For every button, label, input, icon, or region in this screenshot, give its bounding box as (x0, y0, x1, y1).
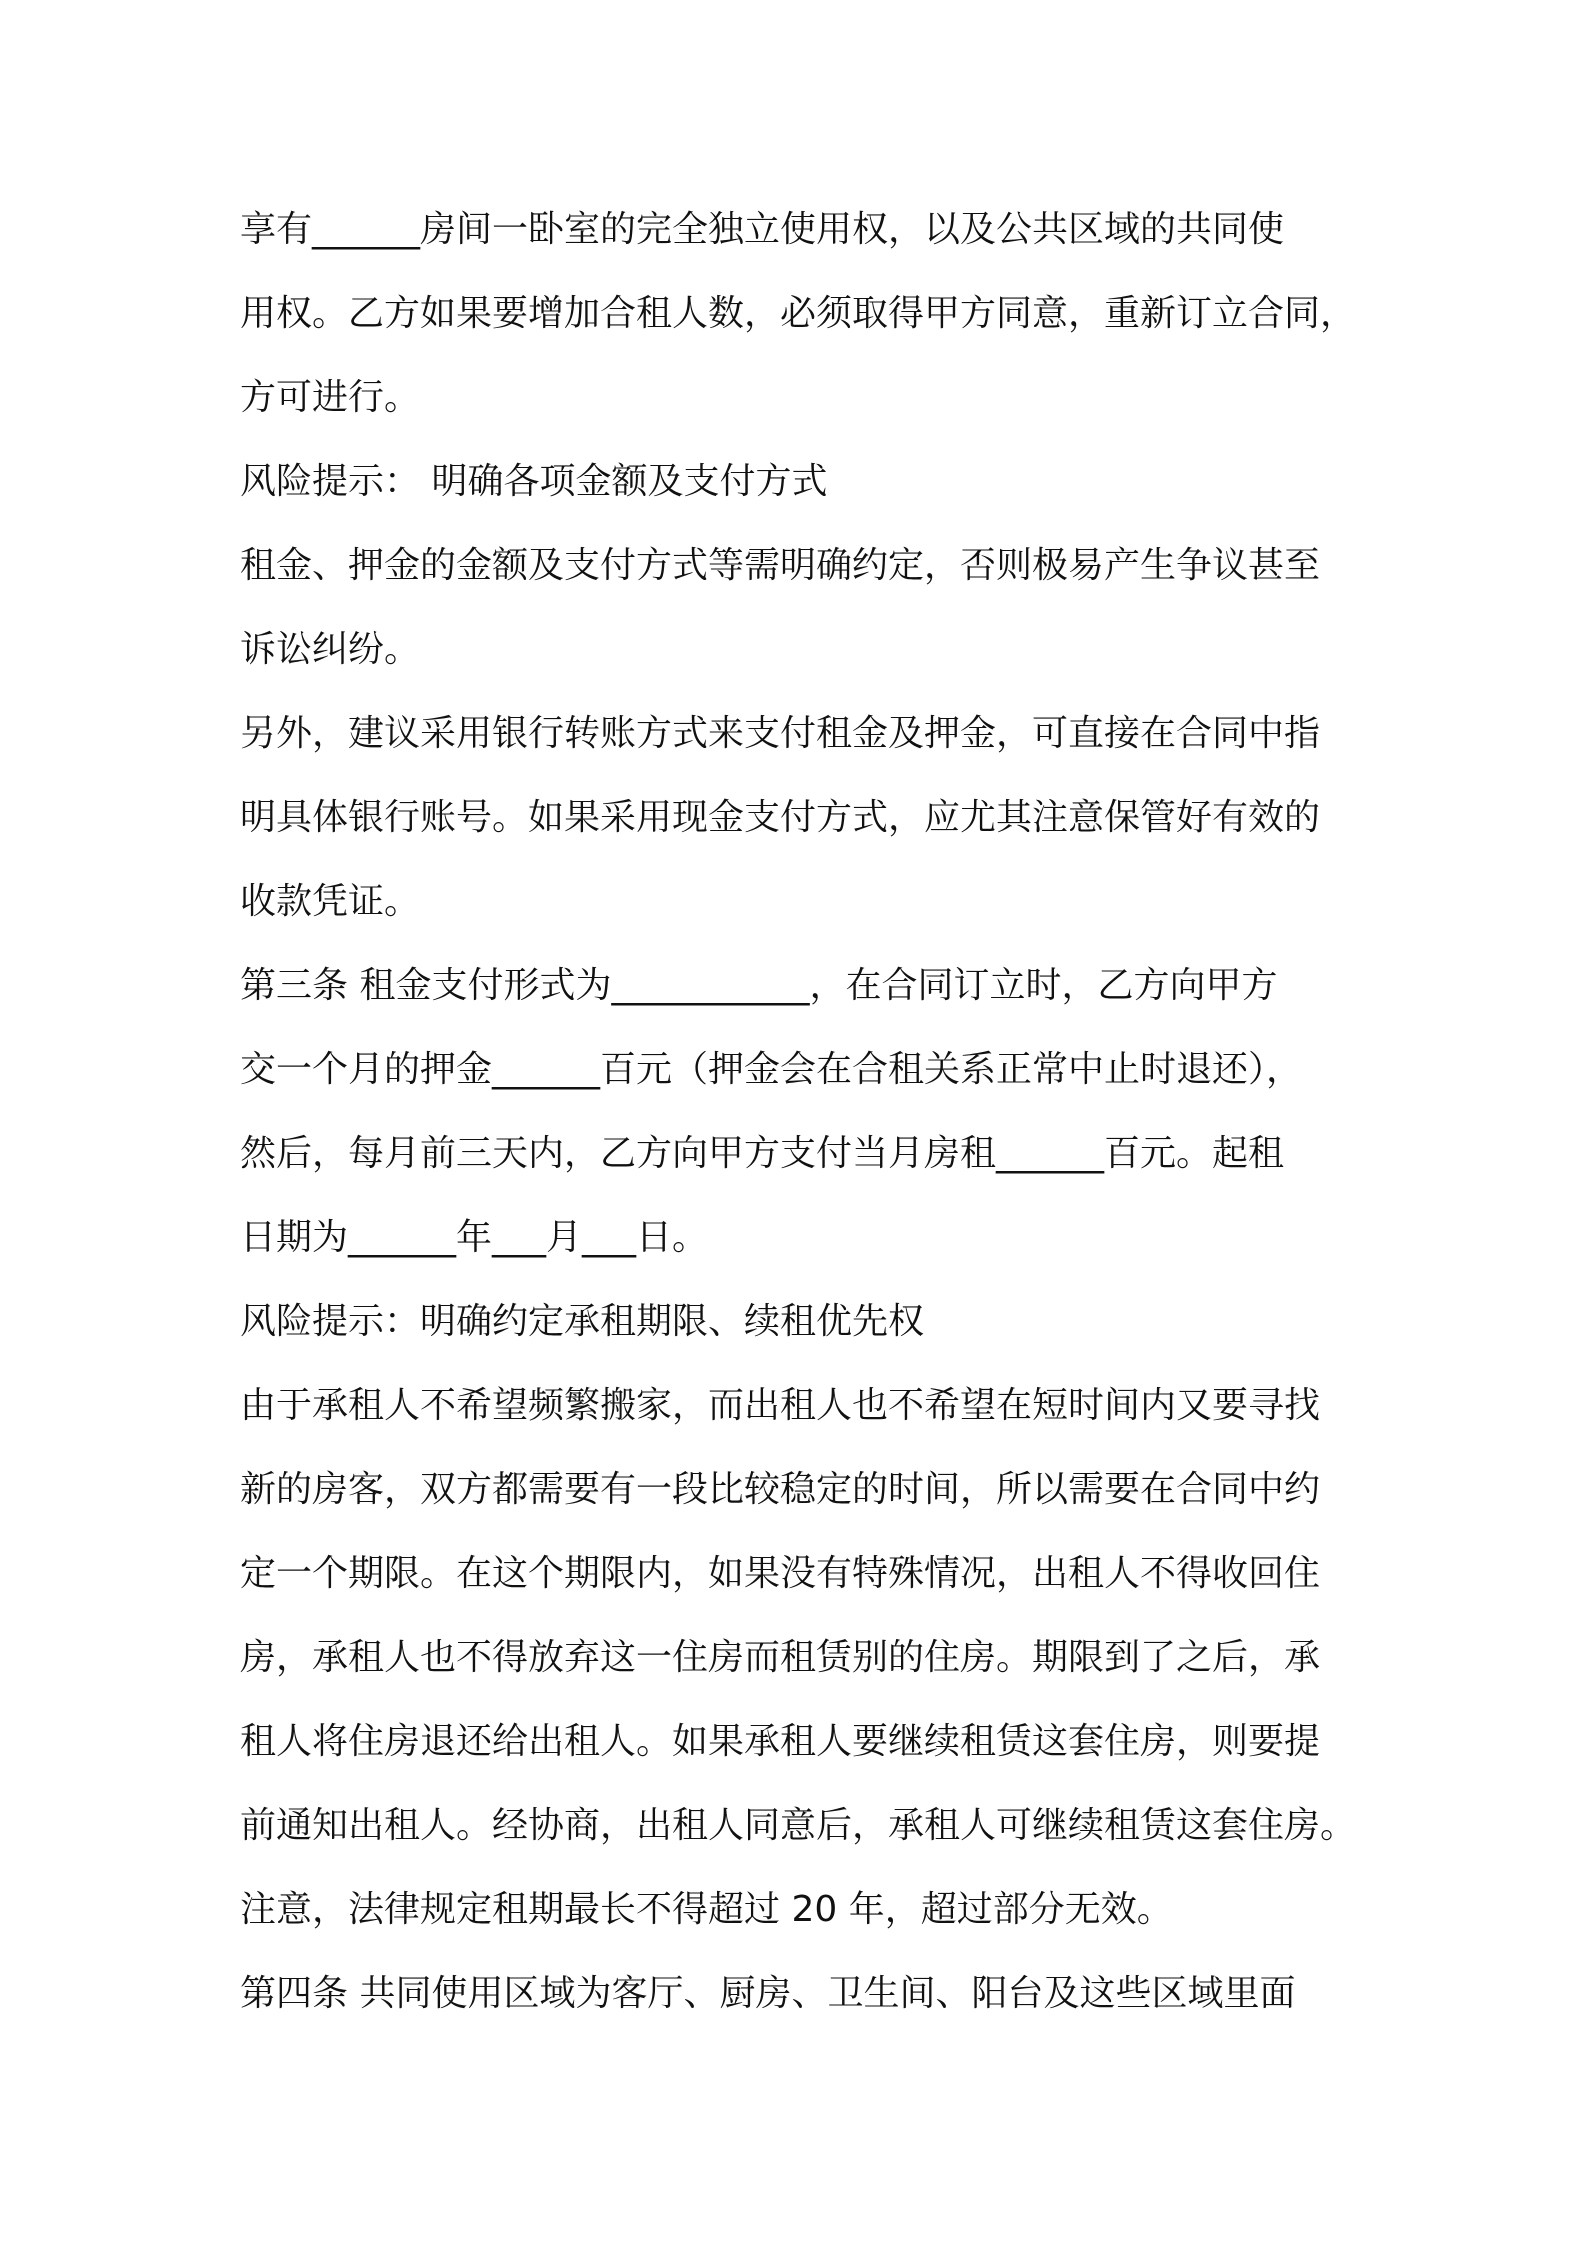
text-line: 明具体银行账号。如果采用现金支付方式，应尤其注意保管好有效的 (240, 797, 1321, 838)
risk-tip-heading: 风险提示：明确约定承租期限、续租优先权 (240, 1301, 925, 1342)
text-line: 租人将住房退还给出租人。如果承租人要继续租赁这套住房，则要提 (240, 1721, 1321, 1762)
text-line: 由于承租人不希望频繁搬家，而出租人也不希望在短时间内又要寻找 (240, 1385, 1321, 1426)
text-line: 享有______房间一卧室的完全独立使用权，以及公共区域的共同使 (240, 209, 1285, 250)
text-line: 然后，每月前三天内，乙方向甲方支付当月房租______百元。起租 (240, 1133, 1285, 1174)
text-line: 诉讼纠纷。 (240, 629, 421, 670)
text-line: 定一个期限。在这个期限内，如果没有特殊情况，出租人不得收回住 (240, 1553, 1321, 1594)
text-line: 另外，建议采用银行转账方式来支付租金及押金，可直接在合同中指 (240, 713, 1321, 754)
text-line: 日期为______年___月___日。 (240, 1217, 709, 1258)
text-line: 租金、押金的金额及支付方式等需明确约定，否则极易产生争议甚至 (240, 545, 1321, 586)
text-line: 方可进行。 (240, 377, 421, 418)
text-line: 用权。乙方如果要增加合租人数，必须取得甲方同意，重新订立合同， (240, 293, 1357, 334)
text-line: 交一个月的押金______百元（押金会在合租关系正常中止时退还）， (240, 1049, 1303, 1090)
article-four-heading: 第四条 共同使用区域为客厅、厨房、卫生间、阳台及这些区域里面 (240, 1973, 1296, 2014)
text-line: 前通知出租人。经协商，出租人同意后，承租人可继续租赁这套住房。 (240, 1805, 1357, 1846)
legal-note: 注意，法律规定租期最长不得超过 20 年，超过部分无效。 (240, 1889, 1173, 1930)
text-line: 新的房客，双方都需要有一段比较稳定的时间，所以需要在合同中约 (240, 1469, 1321, 1510)
text-line: 收款凭证。 (240, 881, 421, 922)
article-three-heading: 第三条 租金支付形式为___________，在合同订立时，乙方向甲方 (240, 965, 1278, 1006)
risk-tip-heading: 风险提示： 明确各项金额及支付方式 (240, 461, 828, 502)
text-line: 房，承租人也不得放弃这一住房而租赁别的住房。期限到了之后，承 (240, 1637, 1321, 1678)
